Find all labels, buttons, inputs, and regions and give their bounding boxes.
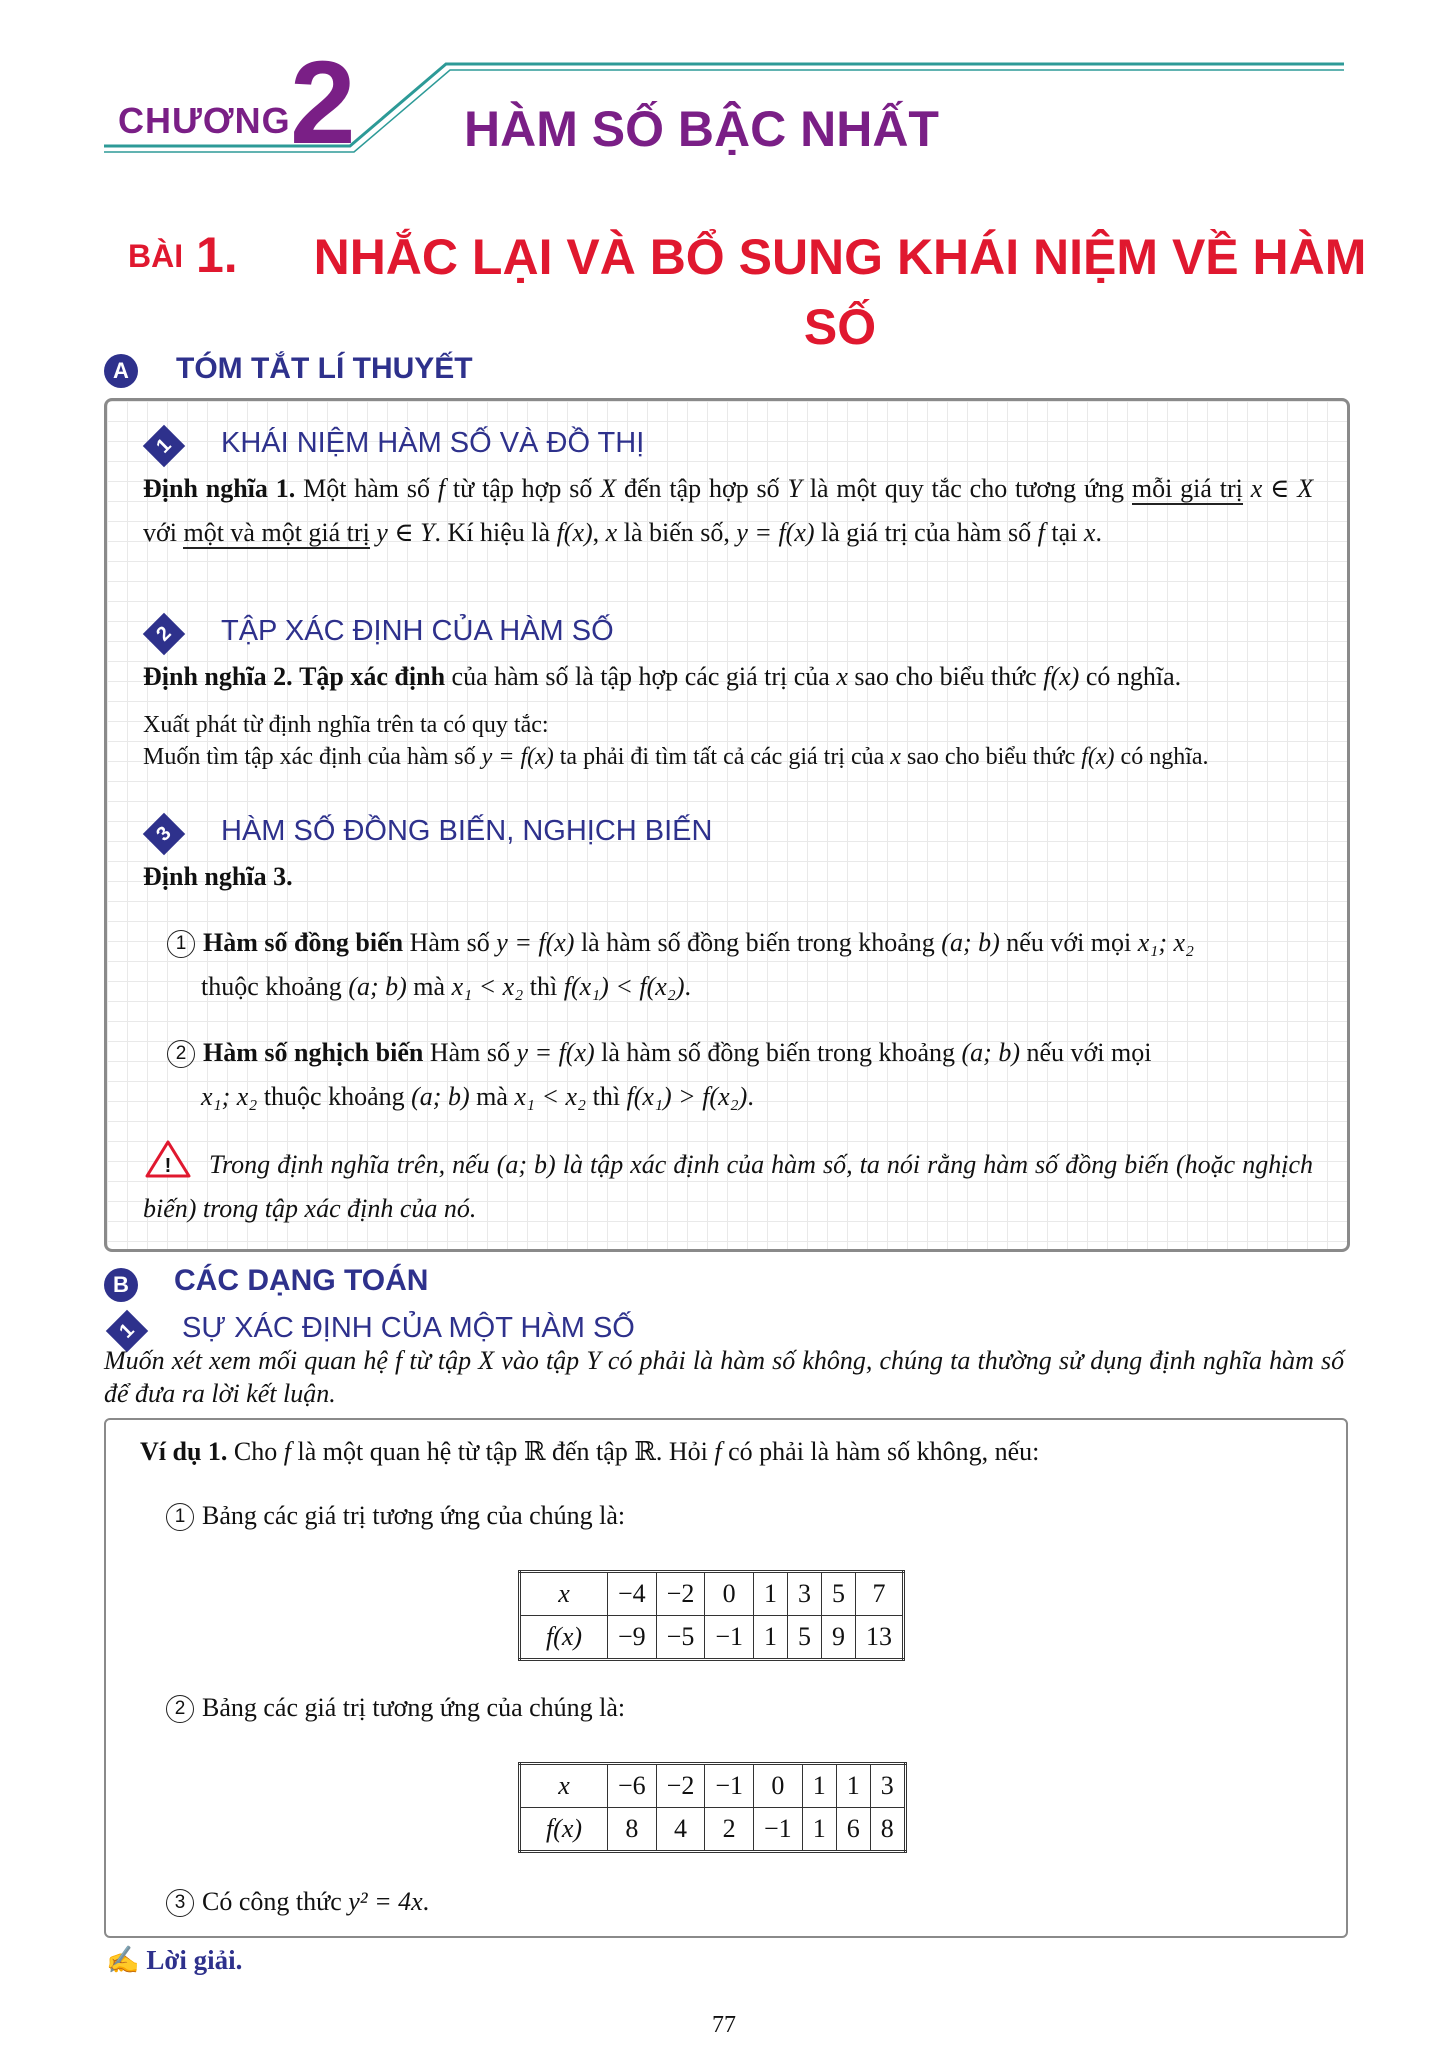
- subsection-3-badge: 3: [149, 819, 179, 849]
- chapter-word: CHƯƠNG: [118, 100, 291, 141]
- definition-3-item-1: 1 Hàm số đồng biến Hàm số y = f(x) là hàm số đồng biến trong khoảng (a; b) nếu với mọi x₁; x₂ thuộc khoảng (a; b) mà x₁ < x₂ thì f(x₁) < f(x₂).: [167, 921, 1315, 1009]
- subsection-1-title: KHÁI NIỆM HÀM SỐ VÀ ĐỒ THỊ: [221, 427, 645, 459]
- rule-text: Muốn tìm tập xác định của hàm số y = f(x) ta phải đi tìm tất cả các giá trị của x sao cho biểu thức f(x) có nghĩa.: [143, 744, 1209, 770]
- example-item-1: 1 Bảng các giá trị tương ứng của chúng là:: [166, 1494, 625, 1538]
- page-number: 77: [712, 2012, 736, 2038]
- lesson-title: NHẮC LẠI VÀ BỔ SUNG KHÁI NIỆM VỀ HÀM SỐ: [313, 229, 1367, 355]
- value-table-2: [518, 1762, 907, 1853]
- definition-1: Định nghĩa 1. Một hàm số f từ tập hợp số X đến tập hợp số Y là một quy tắc cho tương ứng mỗi giá trị x ∈ X với một và một giá trị y ∈ Y. Kí hiệu là f(x), x là biến số, y = f(x) là giá trị của hàm số f tại x.: [143, 474, 1314, 547]
- definition-3-item-2: 2 Hàm số nghịch biến Hàm số y = f(x) là hàm số đồng biến trong khoảng (a; b) nếu với mọi x₁; x₂ thuộc khoảng (a; b) mà x₁ < x₂ thì f(x₁) > f(x₂).: [167, 1031, 1315, 1119]
- example-box: [104, 1418, 1348, 1938]
- theory-box: [104, 398, 1350, 1252]
- subsection-2-badge: 2: [149, 619, 179, 649]
- definition-3-label: Định nghĩa 3.: [143, 862, 293, 891]
- section-b-title: CÁC DẠNG TOÁN: [174, 1264, 429, 1297]
- chapter-number: 2: [290, 37, 356, 169]
- example-item-3: 3 Có công thức y² = 4x.: [166, 1880, 429, 1924]
- lesson-number: 1.: [196, 227, 238, 283]
- table-2-fx-row: f(x) 8 4 2 −1 1 6 8: [520, 1808, 906, 1852]
- table-2-x-row: x −6 −2 −1 0 1 1 3: [520, 1764, 906, 1808]
- lesson-label: BÀI: [128, 238, 184, 274]
- pencil-hand-icon: ✍: [106, 1945, 140, 1975]
- form-1-badge: 1: [112, 1316, 142, 1346]
- section-a-badge: A: [104, 354, 138, 388]
- table-1-x-row: x −4 −2 0 1 3 5 7: [520, 1572, 904, 1616]
- form-1-title: SỰ XÁC ĐỊNH CỦA MỘT HÀM SỐ: [182, 1312, 635, 1344]
- section-b-badge: B: [104, 1268, 138, 1302]
- table-1-fx-row: f(x) −9 −5 −1 1 5 9 13: [520, 1616, 904, 1660]
- example-1-statement: Ví dụ 1. Cho f là một quan hệ từ tập ℝ đến tập ℝ. Hỏi f có phải là hàm số không, nếu:: [140, 1437, 1040, 1466]
- rule-intro: Xuất phát từ định nghĩa trên ta có quy tắc:: [143, 712, 549, 738]
- svg-text:!: !: [164, 1155, 172, 1177]
- form-1-intro: Muốn xét xem mối quan hệ f từ tập X vào tập Y có phải là hàm số không, chúng ta thường sử dụng định nghĩa hàm số để đưa ra lời kết luận.: [104, 1346, 1345, 1408]
- subsection-2-title: TẬP XÁC ĐỊNH CỦA HÀM SỐ: [221, 615, 614, 647]
- solution-heading: ✍ Lời giải.: [106, 1945, 243, 1975]
- section-a-title: TÓM TẮT LÍ THUYẾT: [176, 352, 473, 385]
- chapter-title: HÀM SỐ BẬC NHẤT: [464, 101, 939, 157]
- example-item-2: 2 Bảng các giá trị tương ứng của chúng là:: [166, 1686, 625, 1730]
- theory-note: Trong định nghĩa trên, nếu (a; b) là tập xác định của hàm số, ta nói rằng hàm số đồng biến (hoặc nghịch biến) trong tập xác định của nó.: [143, 1150, 1313, 1223]
- value-table-1: [518, 1570, 905, 1661]
- subsection-1-badge: 1: [149, 431, 179, 461]
- definition-2: Định nghĩa 2. Tập xác định của hàm số là tập hợp các giá trị của x sao cho biểu thức f(x) có nghĩa.: [143, 662, 1182, 691]
- subsection-3-title: HÀM SỐ ĐỒNG BIẾN, NGHỊCH BIẾN: [221, 815, 713, 847]
